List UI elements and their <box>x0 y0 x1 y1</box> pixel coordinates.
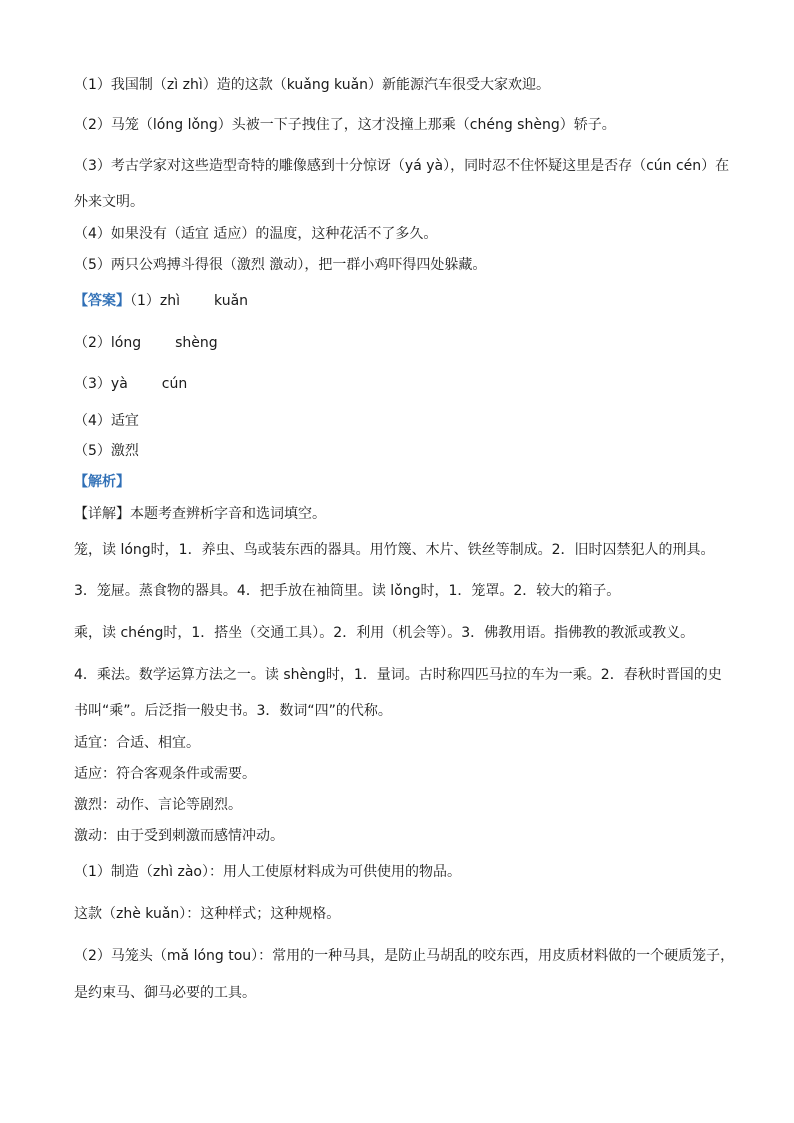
analysis-line-11: 这款（zhè kuǎn）：这种样式；这种规格。 <box>74 906 341 922</box>
answer-3-b: cún <box>161 376 188 392</box>
answer-line-5 <box>74 442 139 460</box>
question-4: （4）如果没有（适宜 适应）的温度，这种花活不了多久。 <box>74 226 438 242</box>
question-2: （2）马笼（lóng lǒng）头被一下子拽住了，这才没撞上那乘（chéng shèng）轿子。 <box>74 117 616 133</box>
analysis-line-12: （2）马笼头（mǎ lóng tou）：常用的一种马具，是防止马胡乱的咬东西，用皮质材料做的一个硬质笼子， <box>74 948 735 964</box>
analysis-line-6: 适宜：合适、相宜。 <box>74 735 200 751</box>
answer-line-3 <box>74 375 187 393</box>
answer-5-a: 激烈 <box>110 443 139 459</box>
answer-2-number: （2） <box>74 335 111 351</box>
answer-5-number: （5） <box>74 443 111 459</box>
analysis-line-13: 是约束马、御马必要的工具。 <box>74 985 256 1001</box>
detail-line <box>74 505 326 523</box>
question-3: （3）考古学家对这些造型奇特的雕像感到十分惊讶（yá yà），同时忍不住怀疑这里是否存（cún cén）在 <box>74 158 730 174</box>
question-3-continued: 外来文明。 <box>74 194 144 210</box>
answer-2-a: lóng <box>110 335 142 351</box>
analysis-line-5: 书叫“乘”。后泛指一般史书。3．数词“四”的代称。 <box>74 703 392 719</box>
analysis-line-2: 3．笼屉。蒸食物的器具。4．把手放在袖筒里。读 lǒng时，1．笼罩。2．较大的箱子。 <box>74 583 621 599</box>
answer-line-4 <box>74 412 139 430</box>
question-5: （5）两只公鸡搏斗得很（激烈 激动），把一群小鸡吓得四处躲藏。 <box>74 257 487 273</box>
answer-line-2 <box>74 334 218 352</box>
answer-2-b: shèng <box>175 335 218 351</box>
detail-label: 【详解】 <box>74 506 130 522</box>
answer-line-1 <box>74 292 248 310</box>
detail-text: 本题考查辨析字音和选词填空。 <box>130 506 326 522</box>
analysis-heading <box>74 473 130 491</box>
analysis-label: 【解析】 <box>74 474 130 490</box>
answer-label: 【答案】 <box>74 293 130 309</box>
question-1: （1）我国制（zì zhì）造的这款（kuǎng kuǎn）新能源汽车很受大家欢迎。 <box>74 77 551 93</box>
analysis-line-3: 乘，读 chéng时，1．搭坐（交通工具）。2．利用（机会等）。3．佛教用语。指佛教的教派或教义。 <box>74 625 695 641</box>
answer-1-number: （1） <box>130 293 160 309</box>
analysis-line-10: （1）制造（zhì zào）：用人工使原材料成为可供使用的物品。 <box>74 864 461 880</box>
answer-1-b: kuǎn <box>214 293 249 309</box>
answer-3-a: yà <box>110 376 128 392</box>
analysis-line-1: 笼，读 lóng时，1．养虫、鸟或装东西的器具。用竹篾、木片、铁丝等制成。2．旧时囚禁犯人的刑具。 <box>74 542 715 558</box>
answer-4-a: 适宜 <box>110 413 139 429</box>
analysis-line-7: 适应：符合客观条件或需要。 <box>74 766 256 782</box>
answer-4-number: （4） <box>74 413 111 429</box>
answer-3-number: （3） <box>74 376 111 392</box>
analysis-line-9: 激动：由于受到刺激而感情冲动。 <box>74 828 284 844</box>
analysis-line-8: 激烈：动作、言论等剧烈。 <box>74 797 242 813</box>
analysis-line-4: 4．乘法。数学运算方法之一。读 shèng时，1．量词。古时称四匹马拉的车为一乘。2．春秋时晋国的史 <box>74 667 722 683</box>
answer-1-a: zhì <box>159 293 181 309</box>
